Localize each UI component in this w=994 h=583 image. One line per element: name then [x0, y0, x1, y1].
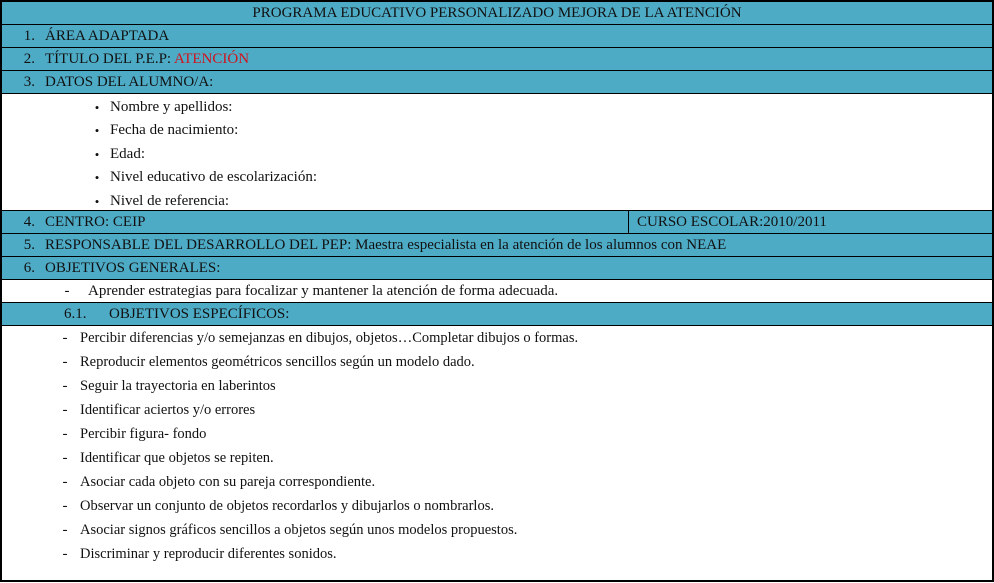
student-field: [2, 119, 992, 142]
specific-objective-text: Identificar aciertos y/o errores: [80, 402, 256, 418]
section-objetivos-especificos: [2, 303, 992, 326]
specific-objective-text: Percibir diferencias y/o semejanzas en dibujos, objetos…Completar dibujos o formas.: [80, 330, 579, 346]
section-number: 3.: [23, 74, 35, 90]
section-label: TÍTULO DEL P.E.P:: [45, 51, 175, 67]
specific-objective-item: [2, 375, 992, 399]
general-objective-item: [2, 280, 992, 303]
specific-objective-text: Identificar que objetos se repiten.: [80, 450, 274, 466]
specific-objective-text: Seguir la trayectoria en laberintos: [80, 378, 276, 394]
section-centro: [2, 211, 992, 234]
dash-icon: -: [62, 354, 68, 370]
specific-objective-text: Discriminar y reproducir diferentes sonidos.: [80, 546, 337, 562]
specific-objectives-list: [2, 326, 992, 580]
student-field: [2, 190, 992, 213]
student-field-label: Nombre y apellidos:: [110, 99, 233, 115]
section-number: 6.: [23, 260, 35, 276]
student-field-label: Edad:: [110, 145, 145, 162]
dash-icon: -: [62, 378, 68, 394]
student-field-label: Nivel educativo de escolarización:: [110, 169, 317, 186]
dash-icon: -: [62, 330, 68, 346]
bullet-icon: •: [94, 193, 100, 209]
student-field-label: Fecha de nacimiento:: [110, 122, 239, 139]
specific-objective-item: [2, 495, 992, 519]
section-label: DATOS DEL ALUMNO/A:: [45, 74, 214, 90]
section-number: 1.: [23, 28, 35, 44]
section-label: OBJETIVOS GENERALES:: [45, 260, 221, 276]
bullet-icon: •: [94, 170, 100, 186]
centro-cell: [2, 211, 629, 233]
dash-icon: -: [62, 450, 68, 466]
student-field: [2, 166, 992, 189]
section-label: CENTRO: CEIP: [45, 214, 146, 230]
bullet-icon: •: [94, 100, 100, 115]
specific-objective-text: Observar un conjunto de objetos recordarlos y dibujarlos o nombrarlos.: [80, 498, 494, 514]
specific-objective-item: [2, 351, 992, 375]
specific-objective-item: [2, 399, 992, 423]
general-objective-text: Aprender estrategias para focalizar y mantener la atención de forma adecuada.: [88, 283, 559, 299]
specific-objective-item: [2, 447, 992, 471]
dash-icon: -: [62, 402, 68, 418]
specific-objective-text: Asociar cada objeto con su pareja correspondiente.: [80, 474, 376, 490]
dash-icon: -: [62, 498, 68, 514]
bullet-icon: •: [94, 146, 100, 162]
specific-objective-item: [2, 519, 992, 543]
dash-icon: -: [64, 283, 70, 299]
specific-objective-text: Percibir figura- fondo: [80, 426, 207, 442]
specific-objective-text: Asociar signos gráficos sencillos a objetos según unos modelos propuestos.: [80, 522, 518, 538]
section-number: 4.: [23, 214, 35, 230]
dash-icon: -: [62, 546, 68, 562]
document-title: [2, 2, 992, 25]
specific-objective-item: [2, 423, 992, 447]
student-data-list: [2, 94, 992, 211]
curso-escolar-cell: [629, 211, 992, 233]
section-number: 6.1.: [64, 306, 87, 322]
curso-escolar-text: CURSO ESCOLAR:2010/2011: [637, 214, 827, 230]
specific-objective-item: [2, 543, 992, 567]
dash-icon: -: [62, 474, 68, 490]
section-number: 5.: [23, 237, 35, 253]
section-label: OBJETIVOS ESPECÍFICOS:: [109, 306, 290, 322]
specific-objective-text: Reproducir elementos geométricos sencillos según un modelo dado.: [80, 354, 475, 370]
student-field: [2, 143, 992, 166]
section-number: 2.: [23, 51, 35, 67]
student-field: [2, 96, 992, 119]
section-responsable: [2, 234, 992, 257]
student-field-label: Nivel de referencia:: [110, 192, 230, 209]
bullet-icon: •: [94, 123, 100, 139]
section-label: ÁREA ADAPTADA: [45, 28, 170, 44]
specific-objective-item: [2, 327, 992, 351]
specific-objective-item: [2, 471, 992, 495]
section-label: RESPONSABLE DEL DESARROLLO DEL PEP: Maestra especialista en la atención de los alumnos con NEAE: [45, 237, 727, 253]
section-objetivos-generales: [2, 257, 992, 280]
section-area-adaptada: [2, 25, 992, 48]
pep-title-value: ATENCIÓN: [174, 51, 250, 67]
dash-icon: -: [62, 426, 68, 442]
section-titulo-pep: [2, 48, 992, 71]
dash-icon: -: [62, 522, 68, 538]
document-title-text: PROGRAMA EDUCATIVO PERSONALIZADO MEJORA DE LA ATENCIÓN: [252, 5, 742, 21]
section-datos-alumno: [2, 71, 992, 94]
